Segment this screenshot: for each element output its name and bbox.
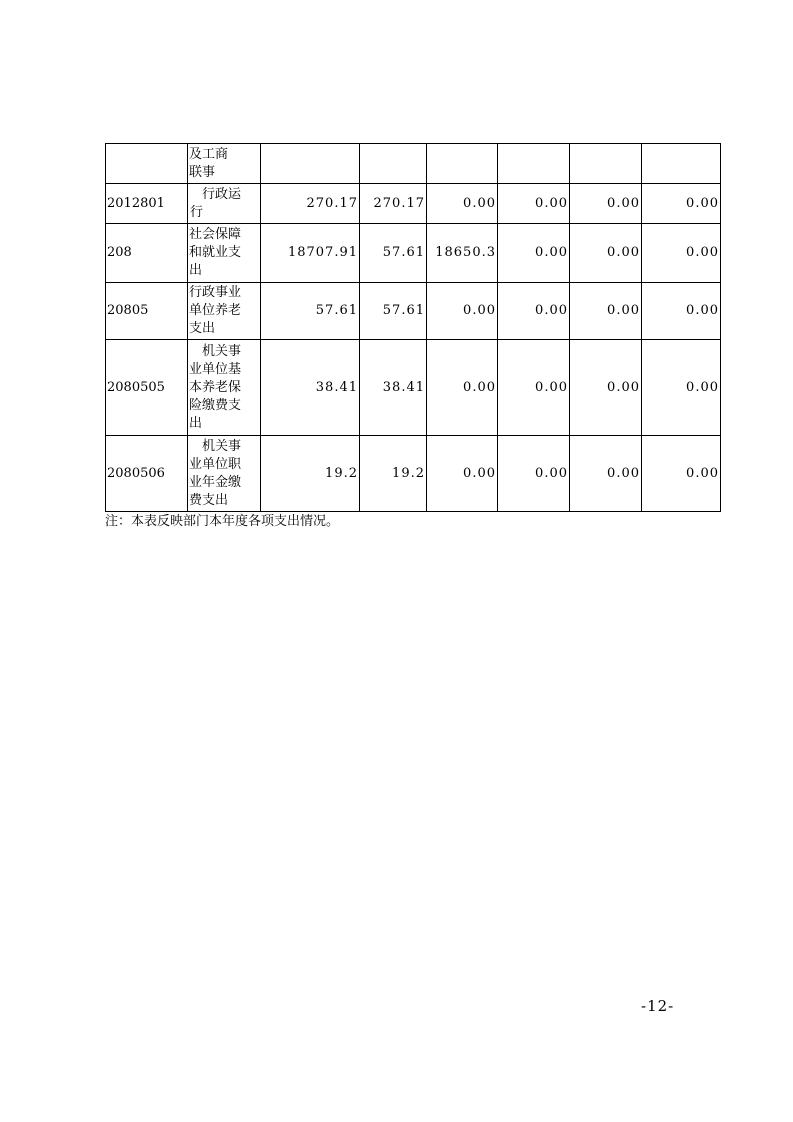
value-cell: 19.2 xyxy=(261,436,360,512)
table-row xyxy=(106,436,721,512)
row-name xyxy=(188,184,261,224)
row-name-line: 本养老保 xyxy=(189,379,242,395)
row-name-line: 及工商 xyxy=(189,146,229,162)
row-name-line: 险缴费支 xyxy=(189,397,242,413)
value-cell: 0.00 xyxy=(642,340,721,436)
value-cell: 0.00 xyxy=(427,184,498,224)
value-cell: 0.00 xyxy=(498,340,570,436)
row-name-line: 支出 xyxy=(189,321,216,336)
row-code: 2080505 xyxy=(106,340,188,436)
value-cell xyxy=(498,144,570,184)
row-code: 2012801 xyxy=(106,184,188,224)
value-cell xyxy=(570,144,642,184)
value-cell: 38.41 xyxy=(261,340,360,436)
row-name xyxy=(188,224,261,283)
value-cell: 0.00 xyxy=(642,184,721,224)
row-name-line: 业年金缴 xyxy=(189,474,242,490)
value-cell: 0.00 xyxy=(498,436,570,512)
table-row xyxy=(106,184,721,224)
value-cell: 0.00 xyxy=(570,224,642,283)
value-cell: 57.61 xyxy=(360,224,427,283)
value-cell xyxy=(360,144,427,184)
row-name-line: 机关事 xyxy=(202,438,242,454)
value-cell: 0.00 xyxy=(427,340,498,436)
row-name xyxy=(188,436,261,512)
row-code: 2080506 xyxy=(106,436,188,512)
value-cell: 38.41 xyxy=(360,340,427,436)
row-name-line: 业单位职 xyxy=(189,456,242,472)
row-name-line: 行政运 xyxy=(202,186,242,202)
value-cell: 19.2 xyxy=(360,436,427,512)
row-name-line: 出 xyxy=(189,263,203,278)
row-name-line: 行政事业 xyxy=(189,285,242,300)
value-cell xyxy=(642,144,721,184)
row-name-line: 联事 xyxy=(189,164,216,180)
row-name xyxy=(188,144,261,184)
row-name-line: 社会保障 xyxy=(189,227,242,242)
table-row xyxy=(106,224,721,283)
row-name-line: 单位养老 xyxy=(189,303,242,318)
value-cell: 57.61 xyxy=(360,283,427,340)
row-code xyxy=(106,144,188,184)
table-row xyxy=(106,283,721,340)
row-name-line: 费支出 xyxy=(189,492,229,508)
value-cell: 0.00 xyxy=(570,436,642,512)
row-name-line: 和就业支 xyxy=(189,245,242,260)
value-cell: 18707.91 xyxy=(261,224,360,283)
value-cell: 0.00 xyxy=(498,184,570,224)
expenditure-table xyxy=(105,143,721,512)
value-cell: 270.17 xyxy=(261,184,360,224)
value-cell: 57.61 xyxy=(261,283,360,340)
row-name xyxy=(188,283,261,340)
value-cell: 0.00 xyxy=(570,184,642,224)
value-cell: 0.00 xyxy=(427,283,498,340)
value-cell: 0.00 xyxy=(427,436,498,512)
value-cell: 0.00 xyxy=(498,283,570,340)
row-name xyxy=(188,340,261,436)
row-name-line: 行 xyxy=(190,204,204,220)
row-name-line: 机关事 xyxy=(202,343,242,359)
row-name-line: 出 xyxy=(189,415,203,431)
value-cell: 0.00 xyxy=(642,283,721,340)
table-note: 注：本表反映部门本年度各项支出情况。 xyxy=(105,514,340,529)
value-cell: 0.00 xyxy=(570,340,642,436)
value-cell: 18650.3 xyxy=(427,224,498,283)
value-cell: 0.00 xyxy=(570,283,642,340)
value-cell: 0.00 xyxy=(642,224,721,283)
value-cell: 270.17 xyxy=(360,184,427,224)
page-number: -12- xyxy=(641,997,675,1015)
value-cell: 0.00 xyxy=(498,224,570,283)
value-cell: 0.00 xyxy=(642,436,721,512)
value-cell xyxy=(427,144,498,184)
table-row xyxy=(106,340,721,436)
table-row xyxy=(106,144,721,184)
row-code: 208 xyxy=(106,224,188,283)
row-name-line: 业单位基 xyxy=(189,361,242,377)
value-cell xyxy=(261,144,360,184)
row-code: 20805 xyxy=(106,283,188,340)
